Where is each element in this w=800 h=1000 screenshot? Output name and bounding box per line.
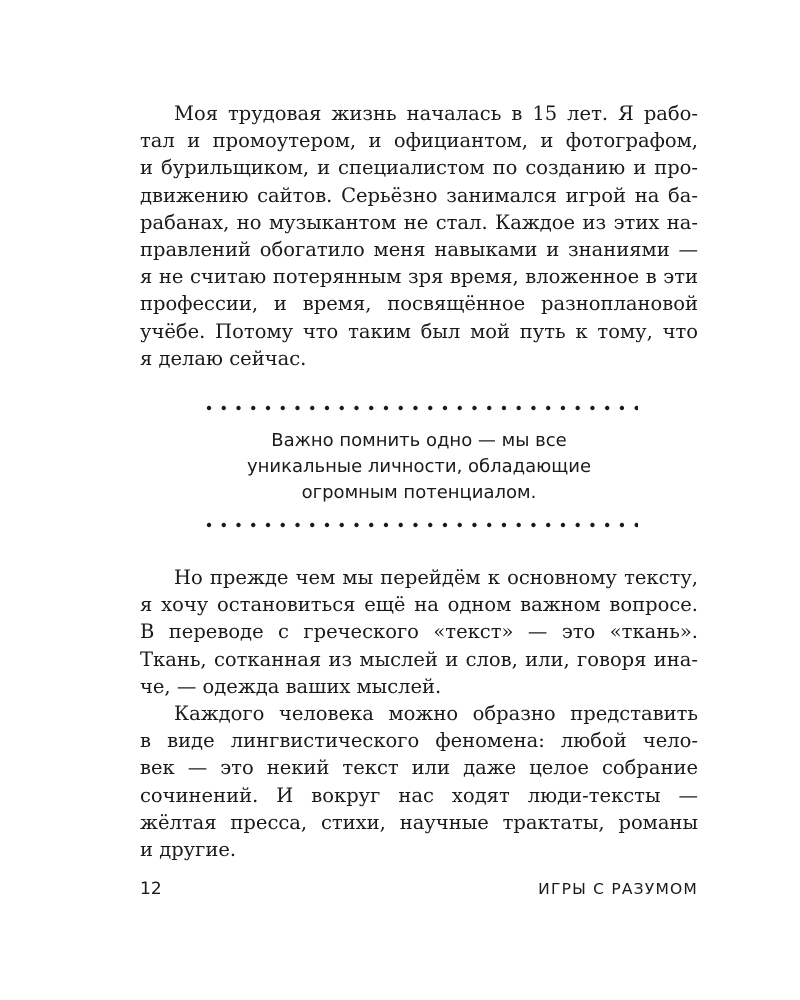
divider-dot (281, 523, 285, 527)
divider-dot (251, 523, 255, 527)
divider-dot (340, 406, 344, 410)
callout-line: Важно помнить одно — мы все (271, 430, 567, 451)
divider-dot (399, 406, 403, 410)
divider-dot (325, 406, 329, 410)
divider-dot (443, 523, 447, 527)
divider-dot (340, 523, 344, 527)
divider-dot (413, 406, 417, 410)
divider-dot (236, 523, 240, 527)
divider-dot (310, 523, 314, 527)
divider-dot (325, 523, 329, 527)
text-line: и бурильщиком, и специалистом по созданию и про- (140, 156, 698, 180)
divider-dot (546, 406, 550, 410)
text-line: профессии, и время, посвящённое разноплановой (140, 292, 698, 316)
divider-dot (620, 406, 624, 410)
divider-dot (516, 523, 520, 527)
text-line: движению сайтов. Серьёзно занимался игрой на ба- (140, 183, 698, 207)
divider-dot (310, 406, 314, 410)
divider-dot (605, 406, 609, 410)
divider-dot (458, 406, 462, 410)
text-line: жёлтая пресса, стихи, научные трактаты, романы (140, 810, 698, 834)
divider-dot (399, 523, 403, 527)
text-line: в виде лингвистического феномена: любой чело- (140, 729, 698, 753)
divider-dot (590, 523, 594, 527)
divider-dot (531, 406, 535, 410)
divider-dot (502, 523, 506, 527)
text-line: я хочу остановиться ещё на одном важном вопросе. (140, 593, 698, 617)
text-line: правлений обогатило меня навыками и знаниями — (140, 237, 698, 261)
text-line: и другие. (140, 837, 237, 861)
running-title: ИГРЫ С РАЗУМОМ (538, 880, 698, 898)
divider-dot (516, 406, 520, 410)
page-number: 12 (140, 879, 162, 899)
divider-dot (281, 406, 285, 410)
divider-dot (413, 523, 417, 527)
divider-dot (428, 406, 432, 410)
divider-dot (384, 406, 388, 410)
divider-dot (575, 406, 579, 410)
text-line: Ткань, сотканная из мыслей и слов, или, говоря ина- (140, 647, 698, 671)
text-line: Но прежде чем мы перейдём к основному тексту, (174, 566, 698, 589)
paragraph-text-fabric (140, 564, 698, 863)
divider-dot (428, 523, 432, 527)
divider-dot (222, 406, 226, 410)
divider-dot (605, 523, 609, 527)
callout-line: уникальные личности, обладающие (246, 456, 592, 477)
text-line: Моя трудовая жизнь началась в 15 лет. Я рабо- (174, 102, 698, 125)
divider-dot (472, 523, 476, 527)
divider-dot (295, 406, 299, 410)
text-line: В переводе с греческого «текст» — это «ткань». (140, 620, 698, 644)
text-line: тал и промоутером, и официантом, и фотографом, (140, 129, 698, 153)
text-line: сочинений. И вокруг нас ходят люди-тексты — (140, 783, 698, 807)
divider-dot (236, 406, 240, 410)
divider-dot (502, 406, 506, 410)
divider-dot (354, 523, 358, 527)
divider-dot (634, 406, 638, 410)
divider-dot (207, 523, 211, 527)
divider-dot (207, 406, 211, 410)
divider-dot (354, 406, 358, 410)
divider-dot (590, 406, 594, 410)
text-line: Каждого человека можно образно представить (174, 701, 698, 725)
divider-dot (222, 523, 226, 527)
divider-dot (575, 523, 579, 527)
divider-dot (369, 523, 373, 527)
divider-dot (531, 523, 535, 527)
divider-dot (487, 406, 491, 410)
dotted-divider-bottom (206, 522, 638, 528)
text-line: рабанах, но музыкантом не стал. Каждое из этих на- (140, 210, 698, 234)
divider-dot (266, 523, 270, 527)
divider-dot (266, 406, 270, 410)
divider-dot (295, 523, 299, 527)
divider-dot (384, 523, 388, 527)
divider-dot (369, 406, 373, 410)
text-line: че, — одежда ваших мыслей. (140, 674, 442, 698)
text-line: я делаю сейчас. (140, 346, 307, 370)
divider-dot (561, 523, 565, 527)
divider-dot (620, 523, 624, 527)
divider-dot (472, 406, 476, 410)
text-line: учёбе. Потому что таким был мой путь к тому, что (140, 319, 698, 343)
divider-dot (634, 523, 638, 527)
divider-dot (487, 523, 491, 527)
divider-dot (443, 406, 447, 410)
callout-line: огромным потенциалом. (301, 482, 537, 503)
divider-dot (561, 406, 565, 410)
dotted-divider-top (206, 405, 638, 411)
divider-dot (458, 523, 462, 527)
text-line: я не считаю потерянным зря время, вложенное в эти (140, 265, 698, 289)
paragraph-career (140, 100, 698, 372)
text-line: век — это некий текст или даже целое собрание (140, 756, 698, 780)
divider-dot (546, 523, 550, 527)
divider-dot (251, 406, 255, 410)
callout-quote (140, 428, 698, 506)
